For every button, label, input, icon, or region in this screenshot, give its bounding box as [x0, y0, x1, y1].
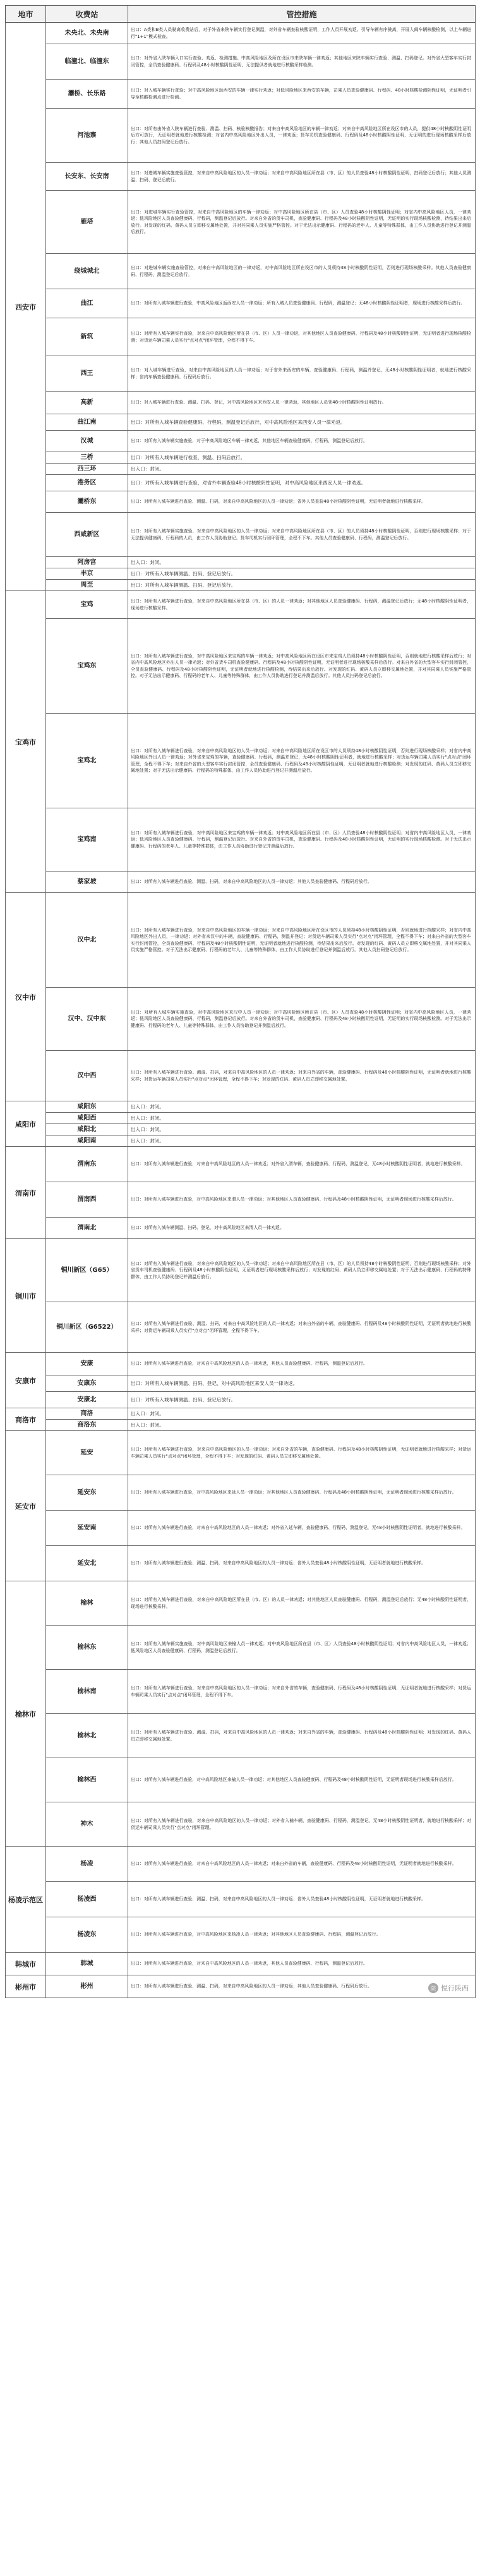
city-cell: 安康市	[6, 1353, 46, 1408]
table-row	[6, 254, 476, 289]
station-cell: 汉中、汉中东	[46, 988, 128, 1051]
measure-cell: 出口：对所有入城车辆进行查验、测温、扫码，对来自中高风险地区的人员一律劝返；省外人员查验48小时核酸阴性证明，无证明者就地进行核酸采样。	[128, 491, 476, 513]
station-cell: 未央北、未央南	[46, 23, 128, 44]
station-cell: 延安北	[46, 1546, 128, 1581]
measure-cell: 出口：对所有入城车辆测温、扫码、登记后放行。	[128, 568, 476, 580]
measure-cell: 出口：对所有入城车辆进行查验，对来自中高风险地区所在县（市、区）的人员一律劝返；对其他地区人员查验健康码、行程码，测温登记后放行；无48小时核酸阴性证明者，现场进行核酸采样。	[128, 1581, 476, 1626]
measure-cell: 出口：对所有入城车辆进行查验、测温、扫码，对来自中高风险地区的人员一律劝返；对来自外省的车辆，查验健康码、行程码及48小时核酸阴性证明，无证明者就地进行核酸采样；对货运车辆司乘人员实行"点对点"闭环管理，全程不得下车。	[128, 1302, 476, 1353]
table-row	[6, 872, 476, 893]
table-row	[6, 1101, 476, 1113]
measure-cell: 出口：对所有入城车辆进行查验，对中高风险地区来宝鸡的车辆一律劝返；对中高风险地区所在县（市、区）人员查验48小时核酸阴性证明；对省内中高风险地区人员，一律劝返；低风险地区人员查验健康码、行程码，测温登记后放行。对来自外省的货车司机，查验健康码、行程码及48小时核酸阴性证明，无证明的实行现场核酸检测。对于无法出示健康码、行程码的老年人、儿童等特殊群体，由工作人员协助进行登记并测温后放行。	[128, 808, 476, 872]
measure-cell: 出口：对所有入城车辆进行查验，对省外车辆查验48小时核酸阴性证明，对中高风险地区来西安人员一律劝返。	[128, 475, 476, 491]
station-cell: 安康北	[46, 1392, 128, 1408]
station-cell: 灞桥东	[46, 491, 128, 513]
table-row	[6, 1182, 476, 1218]
watermark	[428, 1983, 469, 1993]
station-cell: 西咸新区	[46, 513, 128, 557]
document-sheet	[5, 5, 475, 1998]
measure-cell: 出口：对所有入城车辆进行查验、测温、扫码，对来自中高风险地区的人员一律劝返；省外人员查验48小时核酸阴性证明，无证明者就地进行核酸采样。	[128, 1882, 476, 1917]
measure-cell: 出口：对所有入城车辆查验健康码、行程码，测温登记后放行，对中高风险地区来西安人员一律劝返。	[128, 414, 476, 431]
station-cell: 榆林南	[46, 1670, 128, 1714]
table-row	[6, 1431, 476, 1475]
measure-cell: 出口：对所有由外省入陕车辆进行查验、测温、扫码、核验核酸报告；对来自中高风险地区的车辆一律劝返；对来自中高风险地区所在设区市的人员，提供48小时核酸阴性证明后方可放行，无证明者就地进行核酸检测；对省内中高风险地区外出人员，一律劝返；货车司机查验健康码、行程码及48小时核酸阴性证明，无证明的进行现场核酸采样后放行；其他人员扫码登记后放行。	[128, 109, 476, 163]
table-row	[6, 1882, 476, 1917]
station-cell: 蔡家坡	[46, 872, 128, 893]
station-cell: 灞桥、长乐路	[46, 80, 128, 109]
measure-cell: 出口：对进城车辆实行查验管控，对来自中高风险地区的车辆一律劝返；对中高风险地区所在县（市、区）人员查验48小时核酸阴性证明；对省内中高风险地区人员，一律劝返；低风险地区人员查验健康码、行程码，测温登记后放行。对来自外省的货车司机，查验健康码、行程码及48小时核酸阴性证明，无证明的实行现场核酸检测，待结果出来后放行。对发现的红码、黄码人员立即移交属地处置，并对其同乘人员实施严格管控。对于无法出示健康码、行程码的老年人、儿童等特殊群体，由工作人员协助进行登记并测温后放行。	[128, 191, 476, 254]
measure-cell: 出口：对所有入城车辆进行查验，对来自中高风险地区所在县（市、区）的人员一律劝返；对其他地区人员查验健康码、行程码，测温登记后放行；无48小时核酸阴性证明者，现场进行核酸采样。	[128, 591, 476, 619]
station-cell: 渭南北	[46, 1218, 128, 1239]
station-cell: 咸阳西	[46, 1113, 128, 1124]
station-cell: 榆林东	[46, 1626, 128, 1670]
measure-cell: 出口：对所有入城车辆进行查验、测温、扫码，对来自中高风险地区的人员一律劝返；省外人员查验48小时核酸阴性证明，无证明者就地进行核酸采样。	[128, 1546, 476, 1581]
station-cell: 杨凌东	[46, 1917, 128, 1953]
measure-cell: 出口：对所有入城车辆进行查验，对来自中高风险地区的人员一律劝返；对外省入延车辆，查验健康码、行程码，测温登记，无48小时核酸阴性证明者，就地进行核酸采样。	[128, 1511, 476, 1546]
station-cell: 新筑	[46, 318, 128, 356]
table-body	[6, 23, 476, 1998]
table-row	[6, 1113, 476, 1124]
table-row	[6, 475, 476, 491]
measure-cell: 出口：对所有入城车辆进行查验，对来自中高风险地区的人员一律劝返，其他人员查验健康码、行程码，测温登记后放行。	[128, 1353, 476, 1375]
station-cell: 彬州	[46, 1975, 128, 1998]
city-cell: 西安市	[6, 23, 46, 591]
measure-cell: 出入口：封闭。	[128, 1101, 476, 1113]
measure-cell: 出入口：封闭。	[128, 1135, 476, 1147]
station-cell: 周至	[46, 580, 128, 591]
table-row	[6, 1917, 476, 1953]
table-row	[6, 23, 476, 44]
table-row	[6, 163, 476, 191]
city-cell: 彬州市	[6, 1975, 46, 1998]
table-header	[6, 6, 476, 23]
measure-cell: 出口：对所有入城车辆进行查验，对来自中高风险地区的人员一律劝返；对来自中高风险地区所在设区市的人员须持48小时核酸阴性证明，否则进行现场核酸采样；对省内中高风险地区外出人员一律劝返；对外省来宝鸡的车辆，查验健康码、行程码，测温并登记，无48小时核酸阴性证明者，就地进行核酸采样；对货运车辆司乘人员实行"点对点"闭环管理，全程不得下车；对来自外省的大型客车实行封闭管控，全员查验健康码、行程码及48小时核酸阴性证明，无证明者就地进行核酸检测；对发现的红码、黄码人员立即移交属地处置；对于无法出示健康码、行程码的特殊群体，由工作人员协助进行登记并测温后放行。	[128, 714, 476, 808]
measure-cell: 出口：对所有入城车辆实行查验，对来自中高风险地区所在县（市、区）人员一律劝返，对其他地区人员查验健康码、行程码及48小时核酸阴性证明，无证明者进行现场核酸检测；对货运车辆司乘人员实行"点对点"闭环管理，全程不得下车。	[128, 318, 476, 356]
table-row	[6, 568, 476, 580]
station-cell: 宝鸡北	[46, 714, 128, 808]
station-cell: 延安	[46, 1431, 128, 1475]
table-row	[6, 1408, 476, 1420]
station-cell: 宝鸡	[46, 591, 128, 619]
station-cell: 榆林西	[46, 1758, 128, 1802]
measure-cell: 出口：对入城车辆进行查验，对来自中高风险地区的人员一律劝返；对于省外来西安的车辆，查验健康码、行程码，测温并登记，无48小时核酸阴性证明者，就地进行核酸采样；省内车辆查验健康码、行程码后放行。	[128, 356, 476, 392]
station-cell: 雁塔	[46, 191, 128, 254]
station-cell: 商洛东	[46, 1420, 128, 1431]
measure-cell: 出口：对所有入城车辆实施查验，对于中高风险地区车辆一律劝返，其他地区车辆查验健康码、行程码，测温登记后放行。	[128, 431, 476, 452]
measure-cell: 出口：对所有入城车辆进行查验，对中高风险地区来渭人员一律劝返；对其他地区人员查验健康码、行程码及48小时核酸阴性证明，无证明者现场进行核酸采样后放行。	[128, 1182, 476, 1218]
table-row	[6, 1392, 476, 1408]
table-row	[6, 808, 476, 872]
station-cell: 港务区	[46, 475, 128, 491]
table-row	[6, 356, 476, 392]
station-cell: 渭南东	[46, 1147, 128, 1182]
table-row	[6, 1847, 476, 1882]
city-cell: 宝鸡市	[6, 591, 46, 893]
table-row	[6, 557, 476, 568]
table-row	[6, 580, 476, 591]
station-cell: 榆林北	[46, 1714, 128, 1758]
table-row	[6, 513, 476, 557]
measure-cell: 出口：对外省入陕车辆入口实行查验、劝返、检测措施。中高风险地区及所在设区市来陕车辆一律劝返；其他地区来陕车辆实行查验、测温、扫码登记。对外省大型客车实行封闭管控，全员查验健康码、行程码及48小时核酸阴性证明，无法提供者就地进行核酸采样检测。	[128, 44, 476, 80]
city-cell: 榆林市	[6, 1581, 46, 1847]
table-row	[6, 988, 476, 1051]
station-cell: 阿房宫	[46, 557, 128, 568]
measure-cell: 出口：对所有入城车辆进行查验，对中高风险地区来杨凌人员一律劝返；对其他地区人员查验健康码、行程码，测温登记后放行。	[128, 1917, 476, 1953]
table-row	[6, 1953, 476, 1975]
station-cell: 铜川新区（G65）	[46, 1239, 128, 1302]
header-measures: 管控措施	[128, 6, 476, 23]
station-cell: 杨凌西	[46, 1882, 128, 1917]
table-row	[6, 1239, 476, 1302]
measure-cell: 出口：对所有入城车辆进行查验，对中高风险地区来榆人员一律劝返；对其他地区人员查验健康码、行程码及48小时核酸阴性证明，无证明者现场进行核酸采样后放行。	[128, 1758, 476, 1802]
city-cell: 渭南市	[6, 1147, 46, 1239]
measure-cell: 出口：对所有入城车辆进行查验，中高风险地区返西安人员一律劝返；所有入城人员查验健康码、行程码，测温登记；无48小时核酸阴性证明者，现场进行核酸采样后放行。	[128, 289, 476, 318]
table-row	[6, 1626, 476, 1670]
table-row	[6, 1420, 476, 1431]
measure-cell: 出口：对所有入城车辆进行查验、测温、扫码，对来自中高风险地区的人员一律劝返；对来自外省的车辆，查验健康码、行程码及48小时核酸阴性证明，无证明者就地进行核酸采样；对货运车辆司乘人员实行"点对点"闭环管理，全程不得下车；对发现的红码、黄码人员立即移交属地处置。	[128, 1051, 476, 1101]
measure-cell: 出口：对所有入城车辆进行查验，对来自中高风险地区的人员一律劝返；对来自外省的车辆，查验健康码、行程码及48小时核酸阴性证明，无证明者就地进行核酸采样。	[128, 1847, 476, 1882]
station-cell: 西王	[46, 356, 128, 392]
station-cell: 渭南西	[46, 1182, 128, 1218]
table-row	[6, 1670, 476, 1714]
city-cell: 杨凌示范区	[6, 1847, 46, 1953]
table-row	[6, 1511, 476, 1546]
city-cell: 汉中市	[6, 893, 46, 1101]
city-cell: 延安市	[6, 1431, 46, 1581]
table-row	[6, 44, 476, 80]
measure-cell: 出口：对所有入城车辆进行查验，对中高风险地区来宝鸡的车辆一律劝返；对中高风险地区所在设区市来宝鸡人员须持48小时核酸阴性证明，否则就地进行核酸采样后放行；对省内中高风险地区外出人员一律劝返；对外省货车司机查验健康码、行程码及48小时核酸阴性证明，无证明者进行现场核酸采样后放行。对来自外省的大型客车实行封闭管控，全员查验健康码、行程码及48小时核酸阴性证明，无证明者就地进行核酸检测，待结果出来后放行。对发现的红码、黄码人员立即移交属地处置，并对其同乘人员实施严格管控。对于无法出示健康码、行程码的老年人、儿童等特殊群体，由工作人员协助进行登记并测温后放行。其他人员扫码登记后放行。	[128, 619, 476, 714]
table-row	[6, 591, 476, 619]
station-cell: 铜川新区（G6522）	[46, 1302, 128, 1353]
measure-cell: 出口：对所有入城车辆进行查验，对来自中高风险地区的人员一律劝返；对外省入渭车辆，查验健康码、行程码，测温登记，无48小时核酸阴性证明者，就地进行核酸采样。	[128, 1147, 476, 1182]
measure-cell: 出口：对所有入城车辆进行查验、测温、扫码，对来自中高风险地区的人员一律劝返；其他人员查验健康码、行程码后放行。	[128, 1975, 476, 1998]
table-row	[6, 1147, 476, 1182]
measure-cell: 出口：对进城车辆实施查验管控，对来自中高风险地区的一律劝返，对中高风险地区所在设区市的人员须持48小时核酸阴性证明，否则进行现场核酸采样。其他人员查验健康码、行程码，测温登记后放行。	[128, 254, 476, 289]
measure-cell: 出口：对所有入城车辆测温、扫码、登记后放行。	[128, 580, 476, 591]
station-cell: 临潼北、临潼东	[46, 44, 128, 80]
control-measures-table	[5, 5, 476, 1998]
measure-cell: 出口：对所有入城车辆进行查验、测温、扫码，对来自中高风险地区的人员一律劝返；其他人员查验健康码、行程码后放行。	[128, 872, 476, 893]
measure-cell: 出口：对所有入城车辆实施查验，对来自中高风险地区的人员一律劝返；对来自中高风险地区所在县（市、区）的人员须持48小时核酸阴性证明，否则进行现场核酸采样；对于无法提供健康码、行程码的人员，由工作人员协助登记。货车司机实行闭环管理，全程不下车。其他人员查验健康码、行程码，测温登记后放行。	[128, 513, 476, 557]
table-row	[6, 392, 476, 414]
measure-cell: 出口：对所有入城车辆测温、扫码、登记后放行。	[128, 1392, 476, 1408]
station-cell: 安康东	[46, 1375, 128, 1392]
city-cell: 韩城市	[6, 1953, 46, 1975]
station-cell: 汉城	[46, 431, 128, 452]
table-row	[6, 1218, 476, 1239]
table-row	[6, 1714, 476, 1758]
table-row	[6, 191, 476, 254]
station-cell: 延安南	[46, 1511, 128, 1546]
table-row	[6, 1758, 476, 1802]
station-cell: 榆林	[46, 1581, 128, 1626]
station-cell: 宝鸡南	[46, 808, 128, 872]
table-row	[6, 1802, 476, 1847]
table-row	[6, 289, 476, 318]
station-cell: 延安东	[46, 1475, 128, 1511]
measure-cell: 出口：对所有入城车辆进行查验，对来自中高风险地区的人员一律劝返；对来自外省的车辆，查验健康码、行程码及48小时核酸阴性证明，无证明者就地进行核酸采样；对货运车辆司乘人员实行"点对点"闭环管理，全程不得下车；对发现的红码、黄码人员立即移交属地处置。	[128, 1431, 476, 1475]
measure-cell: 出口：对所有入城车辆进行查验，对中高风险地区来延人员一律劝返；对其他地区人员查验健康码、行程码及48小时核酸阴性证明，无证明者现场进行核酸采样后放行。	[128, 1475, 476, 1511]
table-row	[6, 1124, 476, 1135]
measure-cell: 出口：对所有入城车辆进行查验、测温、扫码，对来自中高风险地区的人员一律劝返；对来自外省的车辆，查验健康码、行程码及48小时核酸阴性证明；对发现的红码、黄码人员立即移交属地处置。	[128, 1714, 476, 1758]
station-cell: 咸阳南	[46, 1135, 128, 1147]
station-cell: 西三环	[46, 464, 128, 475]
station-cell: 丰京	[46, 568, 128, 580]
watermark-text: 悦行陕西	[441, 1984, 469, 1992]
measure-cell: 出口：对所有入城车辆进行查验，对来自中高风险地区的人员一律劝返；对来自外省的车辆，查验健康码、行程码及48小时核酸阴性证明，无证明者就地进行核酸采样；对货运车辆司乘人员实行"点对点"闭环管理，全程不得下车。	[128, 1670, 476, 1714]
station-cell: 神木	[46, 1802, 128, 1847]
table-row	[6, 109, 476, 163]
table-row	[6, 452, 476, 464]
table-row	[6, 1135, 476, 1147]
measure-cell: 出口：对所有入城车辆进行查验，对来自中高风险地区的车辆一律劝返；对来自中高风险地区所在设区市的人员须持48小时核酸阴性证明，否则就地进行核酸采样；对省内中高风险地区外出人员，一律劝返；对外省来汉中的车辆，查验健康码、行程码，测温并登记；对货运车辆司乘人员实行"点对点"闭环管理，全程不得下车；对来自外省的大型客车实行封闭管控，全员查验健康码、行程码及48小时核酸阴性证明，无证明者就地进行核酸检测，待结果出来后放行。对发现的红码、黄码人员立即移交属地处置，并对其同乘人员实施严格管控。对于无法出示健康码、行程码的老年人、儿童等特殊群体，由工作人员协助进行登记并测温后放行。其他人员扫码登记后放行。	[128, 893, 476, 988]
station-cell: 安康	[46, 1353, 128, 1375]
measure-cell: 出口：对所有入城车辆实施查验，对中高风险地区来汉中人员一律劝返；对中高风险地区所在县（市、区）人员查验48小时核酸阴性证明；对省内中高风险地区人员，一律劝返；低风险地区人员查验健康码、行程码，测温登记后放行。对来自外省的货车司机，查验健康码、行程码及48小时核酸阴性证明，无证明的实行现场核酸检测。对于无法出示健康码、行程码的老年人、儿童等特殊群体，由工作人员协助登记并测温后放行。	[128, 988, 476, 1051]
measure-cell: 出口：对入城车辆进行查验、测温、扫码、登记，对中高风险地区来西安人员一律劝返，其他地区人员凭48小时核酸阴性证明放行。	[128, 392, 476, 414]
table-row	[6, 619, 476, 714]
table-row	[6, 414, 476, 431]
table-row	[6, 491, 476, 513]
table-row	[6, 1353, 476, 1375]
station-cell: 曲江	[46, 289, 128, 318]
table-row	[6, 1581, 476, 1626]
watermark-logo-icon: 陕	[428, 1983, 438, 1993]
measure-cell: 出入口：封闭。	[128, 1124, 476, 1135]
table-row	[6, 714, 476, 808]
city-cell: 咸阳市	[6, 1101, 46, 1147]
measure-cell: 出口：对所有入城车辆测温、扫码、登记，对中高风险地区来安人员一律劝返。	[128, 1375, 476, 1392]
station-cell: 汉中北	[46, 893, 128, 988]
measure-cell: 出口：对所有入城车辆进行查验，对来自中高风险地区的人员一律劝返；对外省入榆车辆，查验健康码、行程码，测温登记，无48小时核酸阴性证明者，就地进行核酸采样；对货运车辆司乘人员实行"点对点"闭环管理。	[128, 1802, 476, 1847]
station-cell: 绕城城北	[46, 254, 128, 289]
measure-cell: 出口：对入城车辆实行查验；对中高风险地区返西安的车辆一律实行劝返；对低风险地区来西安的车辆，司乘人员查验健康码、行程码、48小时核酸检测阴性证明，无证明者引导至核酸检测点进行检测。	[128, 80, 476, 109]
table-row	[6, 893, 476, 988]
header-station: 收费站	[46, 6, 128, 23]
station-cell: 咸阳东	[46, 1101, 128, 1113]
station-cell: 咸阳北	[46, 1124, 128, 1135]
station-cell: 韩城	[46, 1953, 128, 1975]
station-cell: 曲江南	[46, 414, 128, 431]
station-cell: 长安东、长安南	[46, 163, 128, 191]
table-row	[6, 1975, 476, 1998]
station-cell: 汉中西	[46, 1051, 128, 1101]
table-row	[6, 1051, 476, 1101]
station-cell: 三桥	[46, 452, 128, 464]
measure-cell: 出入口：封闭。	[128, 1113, 476, 1124]
measure-cell: 出口：A类和B类人员驶离收费站后，对于外省来陕车辆实行登记测温，对外省车辆查验核酸证明，工作人员开展劝返、引导车辆有序驶离，开展入闽车辆核酸检测，以上车辆进行"1+1"模式检查。	[128, 23, 476, 44]
measure-cell: 出口：对进城车辆实施查验管控，对来自中高风险地区的人员一律劝返；对来自中高风险地区所在县（市、区）的人员查验48小时核酸阴性证明，扫码登记后放行；其他人员测温、扫码、登记后放行。	[128, 163, 476, 191]
station-cell: 河池寨	[46, 109, 128, 163]
table-row	[6, 1375, 476, 1392]
table-row	[6, 431, 476, 452]
header-city: 地市	[6, 6, 46, 23]
station-cell: 杨凌	[46, 1847, 128, 1882]
city-cell: 铜川市	[6, 1239, 46, 1353]
table-row	[6, 318, 476, 356]
measure-cell: 出口：对所有入城车辆实施查验，对中高风险地区来榆人员一律劝返；对中高风险地区所在县（市、区）人员查验48小时核酸阴性证明；对省内中高风险地区人员，一律劝返；低风险地区人员查验健康码、行程码，测温登记后放行。	[128, 1626, 476, 1670]
table-row	[6, 1475, 476, 1511]
measure-cell: 出口：对所有入城车辆测温、扫码、登记，对中高风险地区来渭人员一律劝返。	[128, 1218, 476, 1239]
station-cell: 商洛	[46, 1408, 128, 1420]
measure-cell: 出口：对所有入城车辆进行查验，对来自中高风险地区的人员一律劝返，其他人员查验健康码、行程码，测温登记后放行。	[128, 1953, 476, 1975]
measure-cell: 出口：对所有入城车辆进行检查，测温、扫码后放行。	[128, 452, 476, 464]
station-cell: 高新	[46, 392, 128, 414]
table-row	[6, 1302, 476, 1353]
table-row	[6, 464, 476, 475]
measure-cell: 出入口：封闭。	[128, 557, 476, 568]
station-cell: 宝鸡东	[46, 619, 128, 714]
table-row	[6, 1546, 476, 1581]
measure-cell: 出入口：封闭。	[128, 464, 476, 475]
measure-cell: 出入口：封闭。	[128, 1408, 476, 1420]
measure-cell: 出入口：封闭。	[128, 1420, 476, 1431]
table-row	[6, 80, 476, 109]
city-cell: 商洛市	[6, 1408, 46, 1431]
measure-cell: 出口：对所有入城车辆进行查验，对来自中高风险地区的人员一律劝返；对来自中高风险地区所在县（市、区）的人员须持48小时核酸阴性证明，否则进行现场核酸采样；对外省货车司机查验健康码、行程码及48小时核酸阴性证明，无证明者进行现场核酸采样后放行；对发现的红码、黄码人员立即移交属地处置；对于无法出示健康码、行程码的特殊群体，由工作人员协助登记并测温后放行。	[128, 1239, 476, 1302]
